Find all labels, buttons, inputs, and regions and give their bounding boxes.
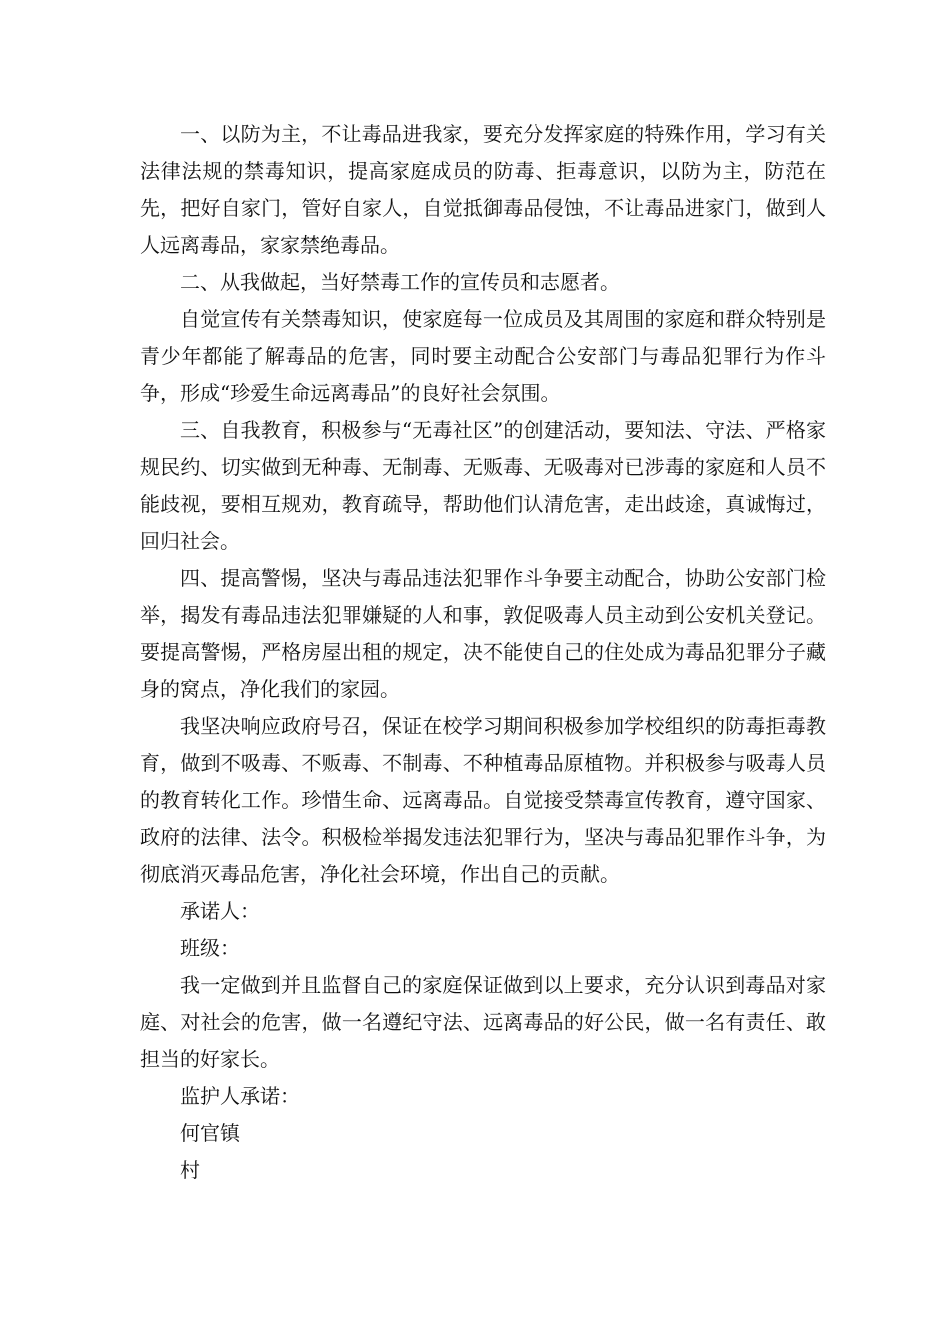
paragraph-vigilance: 四、提高警惕，坚决与毒品违法犯罪作斗争要主动配合，协助公安部门检举，揭发有毒品违法犯罪嫌疑的人和事，敦促吸毒人员主动到公安机关登记。要提高警惕，严格房屋出租的规定，决不能使自己的住处成为毒品犯罪分子藏身的窝点，净化我们的家园。 — [140, 566, 826, 701]
paragraph-publicity: 自觉宣传有关禁毒知识，使家庭每一位成员及其周围的家庭和群众特别是青少年都能了解毒品的危害，同时要主动配合公安部门与毒品犯罪行为作斗争，形成“珍爱生命远离毒品”的良好社会氛围。 — [140, 307, 826, 405]
paragraph-pledge: 我坚决响应政府号召，保证在校学习期间积极参加学校组织的防毒拒毒教育，做到不吸毒、不贩毒、不制毒、不种植毒品原植物。并积极参与吸毒人员的教育转化工作。珍惜生命、远离毒品。自觉接受禁毒宣传教育，遵守国家、政府的法律、法令。积极检举揭发违法犯罪行为，坚决与毒品犯罪作斗争，为彻底消灭毒品危害，净化社会环境，作出自己的贡献。 — [140, 714, 826, 886]
paragraph-self-education: 三、自我教育，积极参与“无毒社区”的创建活动，要知法、守法、严格家规民约、切实做到无种毒、无制毒、无贩毒、无吸毒对已涉毒的家庭和人员不能歧视，要相互规劝，教育疏导，帮助他们认清危害，走出歧途，真诚悔过，回归社会。 — [140, 418, 826, 553]
pledger-line: 承诺人： — [180, 899, 260, 923]
paragraph-guardian-commitment: 我一定做到并且监督自己的家庭保证做到以上要求，充分认识到毒品对家庭、对社会的危害，做一名遵纪守法、远离毒品的好公民，做一名有责任、敢担当的好家长。 — [140, 973, 826, 1071]
document-body — [140, 116, 826, 1189]
paragraph-prevention: 一、以防为主，不让毒品进我家，要充分发挥家庭的特殊作用，学习有关法律法规的禁毒知识，提高家庭成员的防毒、拒毒意识，以防为主，防范在先，把好自家门，管好自家人，自觉抵御毒品侵蚀，不让毒品进家门，做到人人远离毒品，家家禁绝毒品。 — [140, 122, 826, 257]
village-line: 村 — [180, 1158, 200, 1182]
paragraph-volunteer-heading: 二、从我做起，当好禁毒工作的宣传员和志愿者。 — [180, 270, 620, 294]
town-line: 何官镇 — [180, 1121, 240, 1145]
class-line: 班级： — [180, 936, 240, 960]
guardian-line: 监护人承诺： — [180, 1084, 300, 1108]
